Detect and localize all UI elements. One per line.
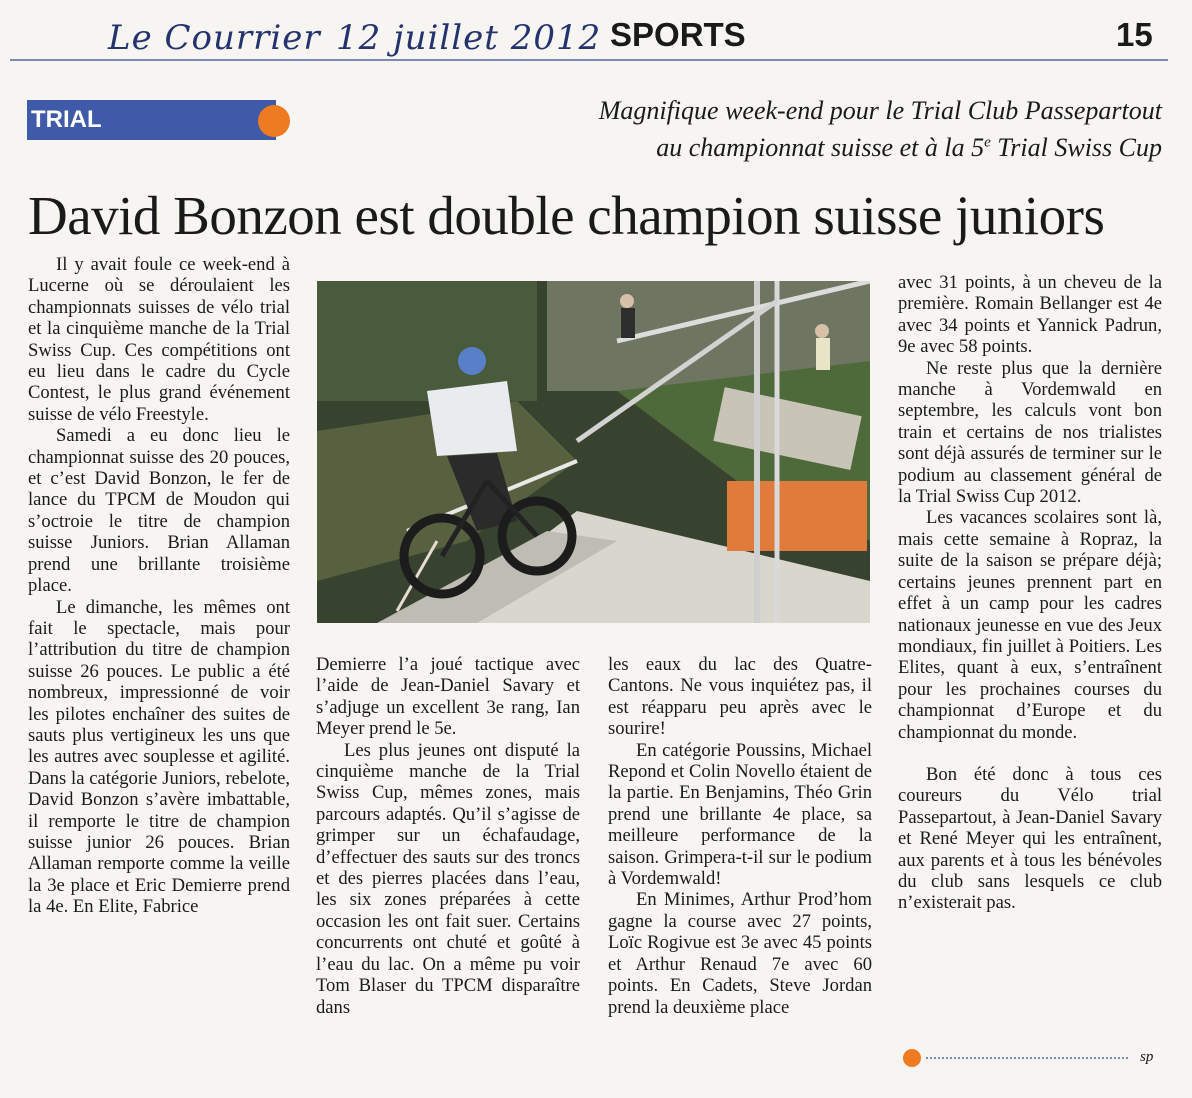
rubric-label: TRIAL xyxy=(31,106,102,133)
kicker-ordinal: e xyxy=(984,134,991,151)
article-paragraph: Ne reste plus que la dernière manche à Vordemwald en septembre, les calculs vont bon train et certains de nos trialistes sont déjà assurés de terminer sur le podium au classement général de la Trial Swiss Cup 2012. xyxy=(898,357,1162,508)
section-title: SPORTS xyxy=(610,16,746,53)
rubric-banner xyxy=(27,100,276,140)
date-handwritten: 12 juillet 2012 xyxy=(336,18,602,58)
headline: David Bonzon est double champion suisse juniors xyxy=(28,185,1105,246)
kicker-line-1: Magnifique week-end pour le Trial Club Passepartout xyxy=(598,96,1162,125)
article-column-4 xyxy=(898,272,1162,914)
article-column-3 xyxy=(608,654,872,1018)
kicker-line-2-start: au championnat suisse et à la 5 xyxy=(656,133,985,162)
author-signature: sp xyxy=(1140,1049,1154,1065)
article-paragraph-continued: avec 31 points, à un cheveu de la première. Romain Bellanger est 4e avec 34 points et Yannick Padrun, 9e avec 58 points. xyxy=(898,272,1162,358)
photo-trial-rider-icon xyxy=(317,281,870,623)
article-paragraph: Bon été donc à tous ces coureurs du Vélo trial Passepartout, à Jean-Daniel Savary et René Meyer qui les entraînent, aux parents et à tous les bénévoles du club sans lesquels ce club n’existerait pas. xyxy=(898,763,1162,914)
end-rule xyxy=(926,1057,1128,1059)
article-paragraph-continued: En Minimes, Arthur Prod’hom gagne la course avec 27 points, Loïc Rogivue est 3e avec 45 points et Arthur Renaud 7e avec 60 points. En Cadets, Steve Jordan prend la deuxième place xyxy=(608,889,872,1018)
article-paragraph-continued: Les plus jeunes ont disputé la cinquième manche de la Trial Swiss Cup, mêmes zones, mais parcours adaptés. Qu’il s’agisse de grimper sur un échafaudage, d’effectuer des sauts sur des troncs et des pierres placées dans l’eau, les six zones préparées à cette occasion les ont fait suer. Certains concurrents ont chuté et goûté à l’eau du lac. On a même pu voir Tom Blaser du TPCM disparaître dans xyxy=(316,739,580,1018)
kicker-line-2 xyxy=(656,133,1162,163)
page-number: 15 xyxy=(1116,16,1153,53)
article-paragraph: Les vacances scolaires sont là, mais cette semaine à Ropraz, la suite de la saison se prépare déjà; certains jeunes prennent part en effet à un camp pour les cadres nationaux jeunesse en vue des Jeux mondiaux, fin juillet à Poitiers. Les Elites, quant à eux, s’entraînent pour les prochaines courses du championnat d’Europe et du championnat du monde. xyxy=(898,507,1162,743)
article-photo xyxy=(317,281,870,623)
kicker-line-2-end: Trial Swiss Cup xyxy=(990,133,1162,162)
header-rule xyxy=(10,59,1168,61)
article-paragraph-continued: Demierre l’a joué tactique avec l’aide de Jean-Daniel Savary et s’adjuge un excellent 3e rang, Ian Meyer prend le 5e. xyxy=(316,654,580,740)
newspaper-name-handwritten: Le Courrier xyxy=(108,18,321,58)
rubric-dot-icon xyxy=(258,105,290,137)
paragraph-spacer xyxy=(898,743,1162,764)
article-paragraph-continued: Le dimanche, les mêmes ont fait le spectacle, mais pour l’attribution du titre de champion suisse 26 pouces. Le public a été nombreux, impressionné de voir les pilotes enchaîner des suites de sauts plus vertigineux les uns que les autres avec souplesse et agilité. Dans la catégorie Juniors, rebelote, David Bonzon s’avère imbattable, il remporte le titre de champion suisse junior 26 pouces. Brian Allaman remporte comme la veille la 3e place et Eric Demierre prend la 4e. En Elite, Fabrice xyxy=(28,596,290,918)
article-paragraph-continued: les eaux du lac des Quatre-Cantons. Ne vous inquiétez pas, il est réapparu peu après avec le sourire! xyxy=(608,654,872,740)
end-dot-icon xyxy=(903,1049,921,1067)
article-column-1 xyxy=(28,254,290,918)
article-paragraph: Il y avait foule ce week-end à Lucerne où se déroulaient les championnats suisses de vélo trial et la cinquième manche de la Trial Swiss Cup. Ces compétitions ont eu lieu dans le cadre du Cycle Contest, le plus grand événement suisse de vélo Freestyle. xyxy=(28,254,290,425)
article-paragraph: Samedi a eu donc lieu le championnat suisse des 20 pouces, et c’est David Bonzon, le fer de lance du TPCM de Moudon qui s’octroie le titre de champion suisse Juniors. Brian Allaman prend une brillante troisième place. xyxy=(28,425,290,597)
article-column-2 xyxy=(316,654,580,1018)
article-paragraph: En catégorie Poussins, Michael Repond et Colin Novello étaient de la partie. En Benjamins, Théo Grin prend une brillante 4e place, sa meilleure performance de la saison. Grimpera-t-il sur le podium à Vordemwald! xyxy=(608,739,872,890)
